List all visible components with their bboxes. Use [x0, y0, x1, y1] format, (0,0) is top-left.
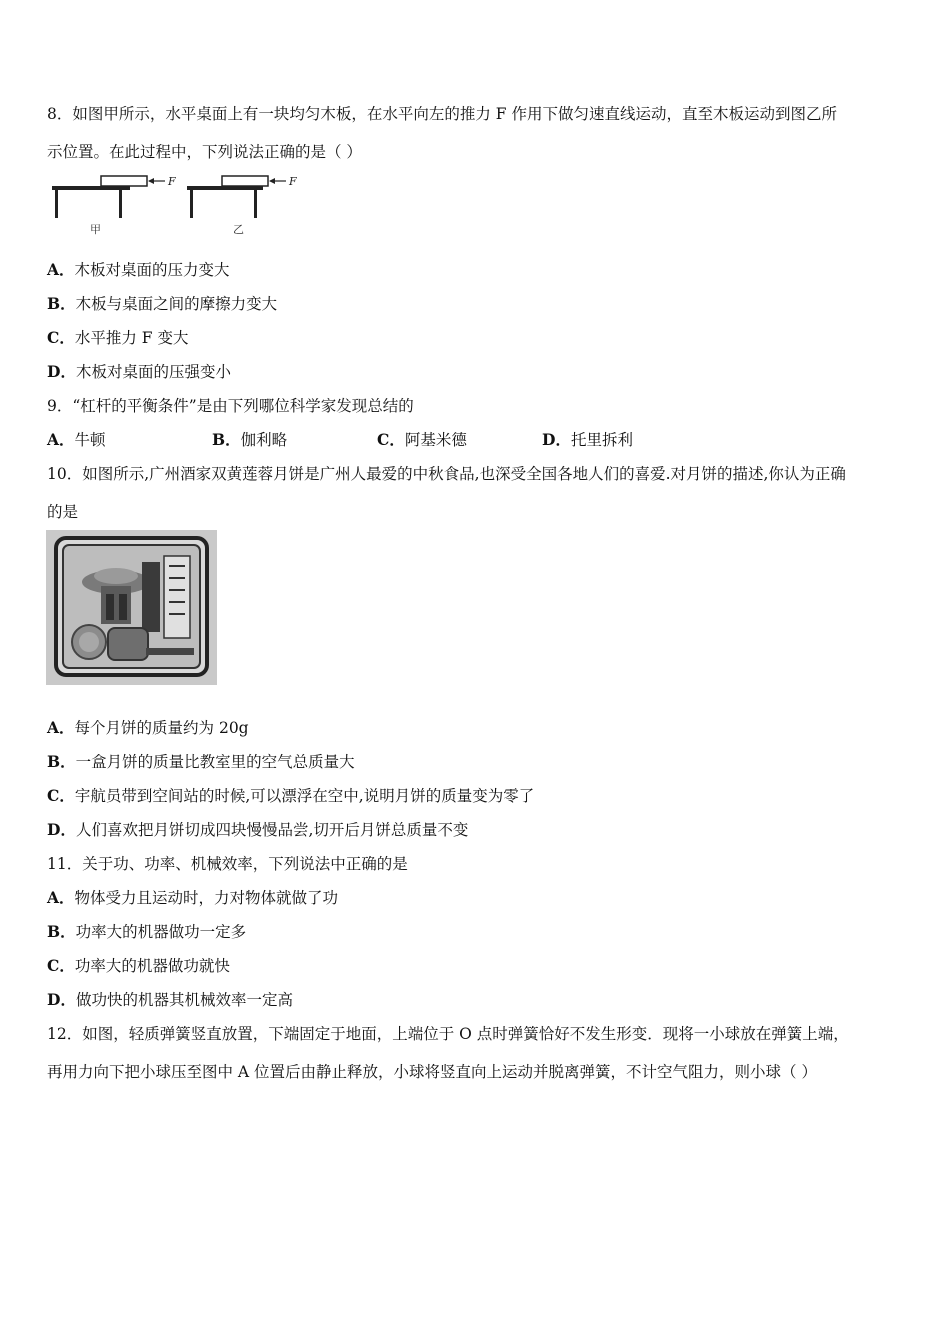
q10-stem-line2: 的是	[47, 503, 79, 521]
q9-option-a: A．牛顿	[47, 430, 106, 449]
q9-option-c: C．阿基米德	[377, 430, 467, 449]
q11-option-c: C．功率大的机器做功就快	[47, 956, 230, 975]
q11-option-b: B．功率大的机器做功一定多	[47, 922, 247, 941]
figure-yi-board	[222, 176, 268, 186]
q9-option-d: D．托里拆利	[542, 430, 633, 449]
q12-stem-line2: 再用力向下把小球压至图中 A 位置后由静止释放，小球将竖直向上运动并脱离弹簧，不计空气阻力，则小球（ ）	[47, 1063, 817, 1081]
figure-jia-table	[52, 176, 165, 218]
q10-option-d: D．人们喜欢把月饼切成四块慢慢品尝,切开后月饼总质量不变	[47, 820, 469, 839]
q8-stem-line2: 示位置。在此过程中，下列说法正确的是（ ）	[47, 143, 362, 161]
q9-option-b: B．伽利略	[212, 430, 288, 449]
mooncake-box-photo	[46, 530, 217, 685]
figure-yi-label: 乙	[233, 223, 244, 236]
q10-stem-line1: 10．如图所示,广州酒家双黄莲蓉月饼是广州人最爱的中秋食品,也深受全国各地人们的喜爱.对月饼的描述,你认为正确	[47, 465, 846, 483]
q8-stem-line1: 8．如图甲所示，水平桌面上有一块均匀木板，在水平向左的推力 F 作用下做匀速直线运动，直至木板运动到图乙所	[47, 105, 837, 123]
q11-stem: 11．关于功、功率、机械效率，下列说法中正确的是	[47, 855, 408, 873]
figure-jia-force-label: F	[168, 175, 176, 188]
q10-option-c: C．宇航员带到空间站的时候,可以漂浮在空中,说明月饼的质量变为零了	[47, 786, 535, 805]
q8-option-d: D．木板对桌面的压强变小	[47, 362, 231, 381]
q10-option-a: A．每个月饼的质量约为 20g	[47, 718, 249, 737]
q11-option-d: D．做功快的机器其机械效率一定高	[47, 990, 293, 1009]
q10-option-b: B．一盒月饼的质量比教室里的空气总质量大	[47, 752, 355, 771]
figure-yi-table	[187, 176, 286, 218]
q12-stem-line1: 12．如图，轻质弹簧竖直放置，下端固定于地面，上端位于 O 点时弹簧恰好不发生形变．现将一小球放在弹簧上端，	[47, 1025, 849, 1043]
q8-option-c: C．水平推力 F 变大	[47, 328, 189, 347]
q8-option-a: A．木板对桌面的压力变大	[47, 260, 230, 279]
q8-board-table-figure	[47, 170, 307, 238]
q9-options-row	[47, 428, 707, 450]
q8-option-b: B．木板与桌面之间的摩擦力变大	[47, 294, 278, 313]
q11-option-a: A．物体受力且运动时，力对物体就做了功	[47, 888, 339, 907]
figure-jia-board	[101, 176, 147, 186]
figure-yi-force-label: F	[289, 175, 297, 188]
figure-jia-label: 甲	[90, 223, 101, 236]
q9-stem: 9．“杠杆的平衡条件”是由下列哪位科学家发现总结的	[47, 397, 414, 415]
